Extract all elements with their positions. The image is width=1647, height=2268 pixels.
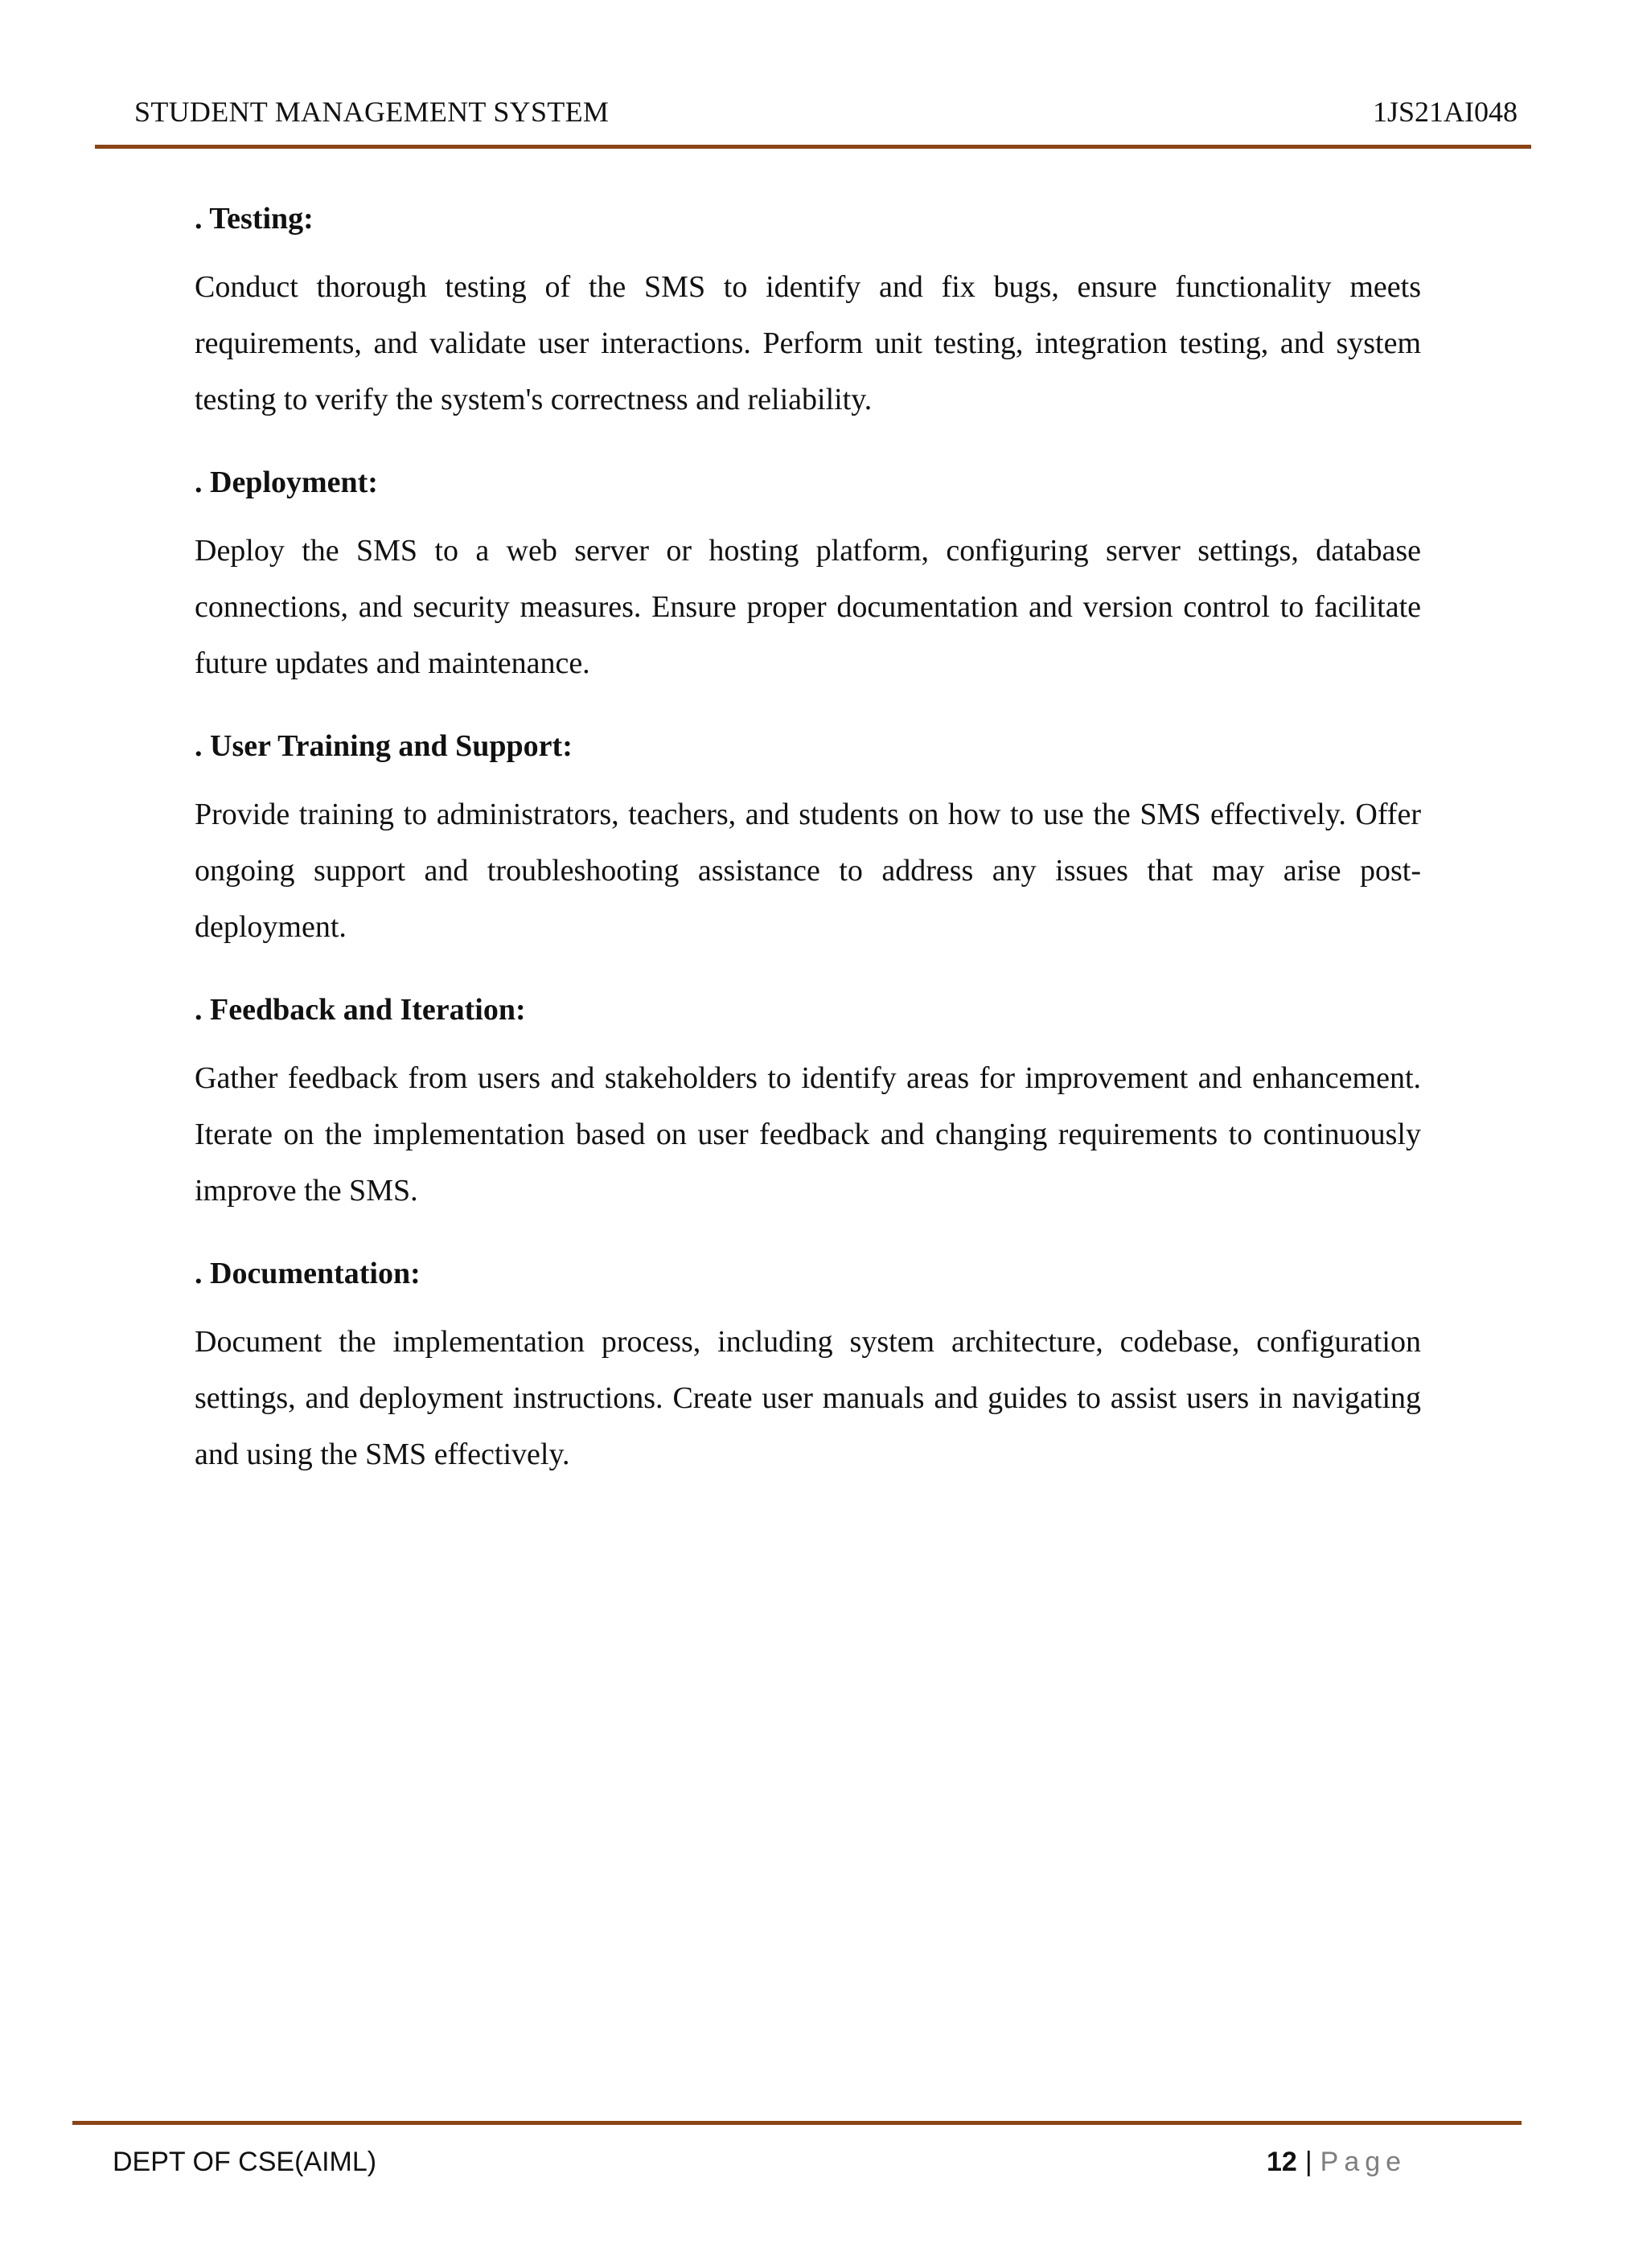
section-feedback bbox=[195, 986, 1421, 1219]
section-heading: . Feedback and Iteration: bbox=[195, 993, 526, 1027]
section-paragraph: Gather feedback from users and stakeholders to identify areas for improvement and enhancement. Iterate on the implementation based on user feedback and changing requirements to continuously improve the SMS. bbox=[195, 1061, 1421, 1208]
section-paragraph: Document the implementation process, including system architecture, codebase, configuration settings, and deployment instructions. Create user manuals and guides to assist users in navigating and using the SMS effectively. bbox=[195, 1325, 1421, 1471]
header-title: STUDENT MANAGEMENT SYSTEM bbox=[134, 96, 610, 128]
footer-department: DEPT OF CSE(AIML) bbox=[113, 2147, 377, 2177]
section-heading: . Testing: bbox=[195, 202, 314, 236]
section-deployment bbox=[195, 458, 1421, 691]
section-user-training bbox=[195, 722, 1421, 955]
section-paragraph: Deploy the SMS to a web server or hosting platform, configuring server settings, database connections, and security measures. Ensure proper documentation and version control to facilitate future updates and maintenance. bbox=[195, 534, 1421, 680]
section-paragraph: Conduct thorough testing of the SMS to identify and fix bugs, ensure functionality meets requirements, and validate user interactions. Perform unit testing, integration testing, and system testing to verify the system's correctness and reliability. bbox=[195, 270, 1421, 416]
page-number: 12 bbox=[1267, 2147, 1297, 2177]
header-student-id: 1JS21AI048 bbox=[1372, 96, 1518, 128]
section-documentation bbox=[195, 1249, 1421, 1483]
page-separator: | bbox=[1304, 2147, 1312, 2177]
footer-divider bbox=[72, 2121, 1522, 2125]
section-heading: . Deployment: bbox=[195, 465, 378, 499]
section-heading: . User Training and Support: bbox=[195, 729, 573, 763]
page-label: Page bbox=[1320, 2147, 1407, 2177]
page-content bbox=[195, 195, 1421, 1483]
section-paragraph: Provide training to administrators, teachers, and students on how to use the SMS effectively. Offer ongoing support and troubleshooting assistance to address any issues that may arise post-deployment. bbox=[195, 798, 1421, 944]
section-heading: . Documentation: bbox=[195, 1257, 421, 1290]
header-divider bbox=[95, 145, 1531, 149]
section-testing bbox=[195, 195, 1421, 428]
footer-page-indicator bbox=[1267, 2147, 1407, 2178]
